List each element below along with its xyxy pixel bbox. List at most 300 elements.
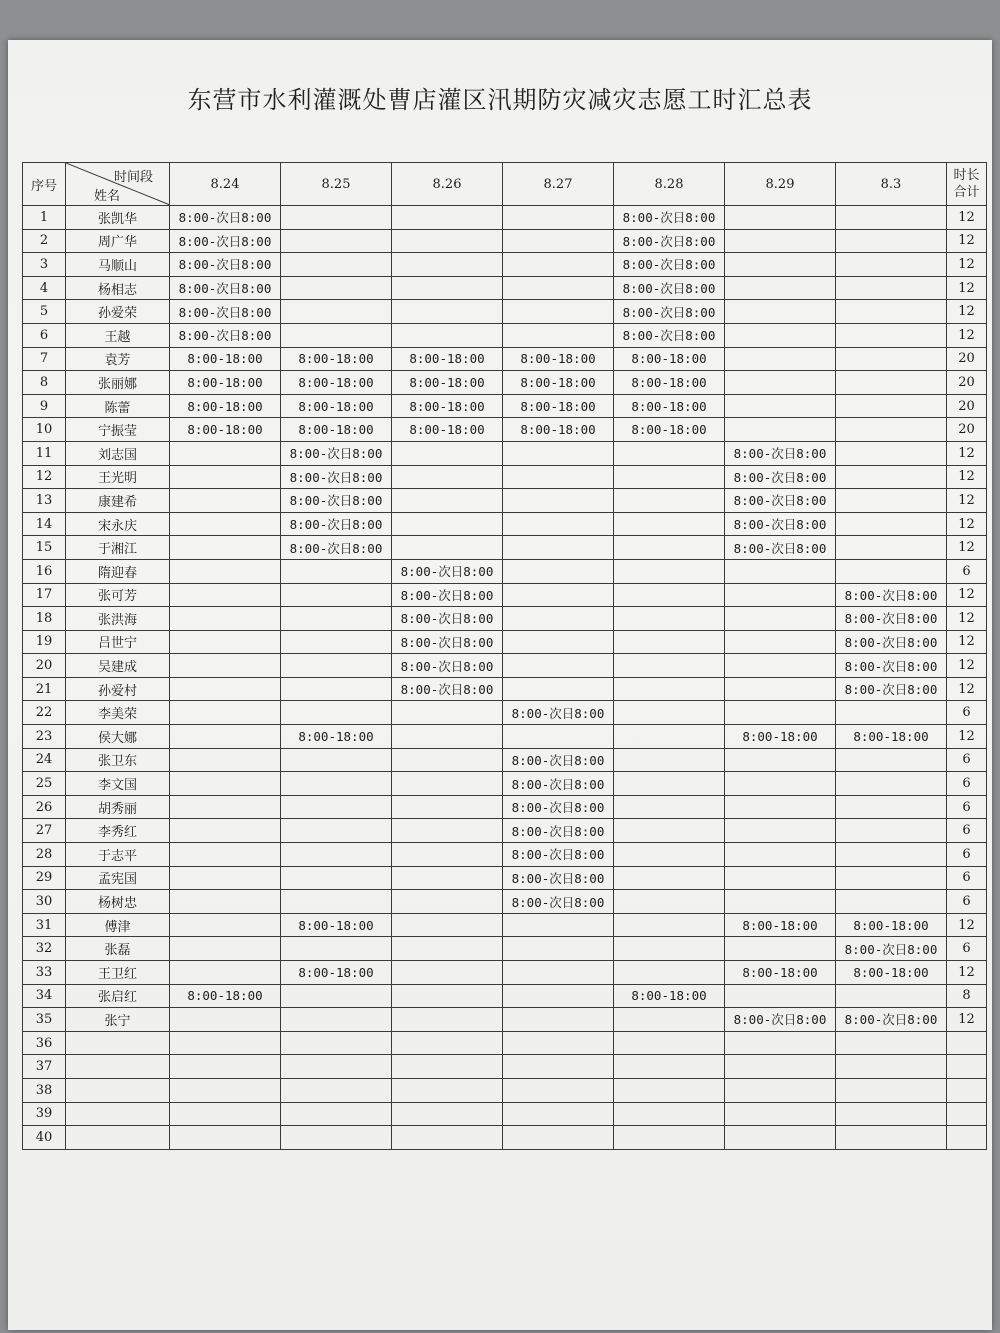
row-time-cell: [725, 866, 836, 890]
row-time-cell: [836, 748, 947, 772]
row-time-cell: 8:00-次日8:00: [503, 843, 614, 867]
row-time-cell: [836, 465, 947, 489]
row-total: 12: [947, 300, 987, 324]
row-time-cell: [281, 1031, 392, 1055]
row-time-cell: 8:00-18:00: [392, 347, 503, 371]
table-row: [23, 323, 987, 347]
row-time-cell: 8:00-次日8:00: [725, 512, 836, 536]
row-time-cell: [725, 890, 836, 914]
row-time-cell: [725, 394, 836, 418]
row-time-cell: [170, 559, 281, 583]
row-name: 陈蕾: [66, 394, 170, 418]
row-time-cell: [836, 229, 947, 253]
row-time-cell: [281, 984, 392, 1008]
row-time-cell: [614, 701, 725, 725]
row-time-cell: [170, 654, 281, 678]
row-time-cell: 8:00-18:00: [614, 394, 725, 418]
row-seq: 10: [23, 418, 66, 442]
table-row: [23, 489, 987, 513]
row-time-cell: [836, 276, 947, 300]
row-time-cell: [725, 772, 836, 796]
row-time-cell: [836, 819, 947, 843]
row-time-cell: 8:00-18:00: [614, 984, 725, 1008]
row-time-cell: [503, 253, 614, 277]
header-seq: 序号: [23, 163, 66, 206]
row-total: 20: [947, 371, 987, 395]
row-time-cell: [725, 253, 836, 277]
table-row: [23, 418, 987, 442]
row-seq: 3: [23, 253, 66, 277]
row-time-cell: [281, 843, 392, 867]
table-row: [23, 276, 987, 300]
row-name: 张丽娜: [66, 371, 170, 395]
row-time-cell: [614, 559, 725, 583]
table-row: [23, 1055, 987, 1079]
row-time-cell: [392, 1078, 503, 1102]
row-time-cell: [836, 772, 947, 796]
row-time-cell: [392, 253, 503, 277]
row-time-cell: [836, 300, 947, 324]
row-total: 6: [947, 890, 987, 914]
row-seq: 36: [23, 1031, 66, 1055]
row-time-cell: 8:00-次日8:00: [836, 630, 947, 654]
row-time-cell: [836, 253, 947, 277]
row-time-cell: 8:00-次日8:00: [281, 512, 392, 536]
row-time-cell: [614, 654, 725, 678]
row-time-cell: [725, 1126, 836, 1150]
row-total: 12: [947, 1008, 987, 1032]
row-time-cell: [392, 866, 503, 890]
row-total: 20: [947, 394, 987, 418]
row-time-cell: [503, 984, 614, 1008]
row-time-cell: 8:00-18:00: [725, 961, 836, 985]
row-time-cell: [503, 512, 614, 536]
row-time-cell: [836, 418, 947, 442]
row-time-cell: 8:00-次日8:00: [170, 229, 281, 253]
row-time-cell: 8:00-次日8:00: [614, 300, 725, 324]
row-time-cell: 8:00-次日8:00: [392, 607, 503, 631]
row-time-cell: [170, 937, 281, 961]
row-time-cell: [281, 253, 392, 277]
row-time-cell: [392, 772, 503, 796]
row-seq: 33: [23, 961, 66, 985]
row-time-cell: [614, 819, 725, 843]
row-time-cell: 8:00-18:00: [614, 418, 725, 442]
row-name: 李美荣: [66, 701, 170, 725]
row-time-cell: [503, 300, 614, 324]
table-row: [23, 630, 987, 654]
row-time-cell: 8:00-18:00: [503, 418, 614, 442]
row-time-cell: 8:00-18:00: [503, 394, 614, 418]
row-time-cell: 8:00-次日8:00: [281, 441, 392, 465]
row-time-cell: [503, 1055, 614, 1079]
row-total: [947, 1031, 987, 1055]
row-time-cell: [725, 607, 836, 631]
row-time-cell: [614, 512, 725, 536]
row-seq: 4: [23, 276, 66, 300]
header-row: [23, 163, 987, 206]
row-seq: 15: [23, 536, 66, 560]
row-time-cell: [614, 536, 725, 560]
table-row: [23, 206, 987, 230]
row-time-cell: [836, 1126, 947, 1150]
row-time-cell: 8:00-次日8:00: [503, 819, 614, 843]
row-time-cell: [836, 347, 947, 371]
row-name: 张洪海: [66, 607, 170, 631]
timesheet-container: [22, 162, 987, 1150]
row-name: 胡秀丽: [66, 795, 170, 819]
header-date-6: 8.29: [725, 163, 836, 206]
row-time-cell: [503, 1126, 614, 1150]
row-name: [66, 1126, 170, 1150]
row-time-cell: 8:00-18:00: [170, 984, 281, 1008]
row-total: 12: [947, 441, 987, 465]
row-name: [66, 1102, 170, 1126]
row-name: 康建希: [66, 489, 170, 513]
row-time-cell: [170, 1102, 281, 1126]
row-time-cell: 8:00-18:00: [392, 394, 503, 418]
row-time-cell: [725, 1055, 836, 1079]
row-time-cell: [392, 725, 503, 749]
table-row: [23, 725, 987, 749]
row-time-cell: [836, 1031, 947, 1055]
row-time-cell: [725, 559, 836, 583]
row-time-cell: 8:00-次日8:00: [281, 536, 392, 560]
row-time-cell: [614, 441, 725, 465]
row-time-cell: 8:00-18:00: [170, 418, 281, 442]
row-time-cell: [503, 1008, 614, 1032]
header-total: [947, 163, 987, 206]
row-time-cell: [281, 748, 392, 772]
row-name: 杨树忠: [66, 890, 170, 914]
row-time-cell: 8:00-次日8:00: [170, 276, 281, 300]
row-time-cell: [281, 206, 392, 230]
row-time-cell: [836, 371, 947, 395]
row-time-cell: [614, 961, 725, 985]
row-time-cell: [503, 229, 614, 253]
row-total: 6: [947, 559, 987, 583]
row-seq: 16: [23, 559, 66, 583]
row-time-cell: [836, 795, 947, 819]
row-time-cell: [725, 819, 836, 843]
row-time-cell: [725, 748, 836, 772]
row-seq: 23: [23, 725, 66, 749]
row-time-cell: [170, 772, 281, 796]
row-total: 6: [947, 843, 987, 867]
header-date-1: 8.24: [170, 163, 281, 206]
row-time-cell: [392, 937, 503, 961]
row-seq: 40: [23, 1126, 66, 1150]
row-seq: 38: [23, 1078, 66, 1102]
row-time-cell: [281, 1126, 392, 1150]
row-time-cell: [836, 701, 947, 725]
table-row: [23, 677, 987, 701]
row-time-cell: [836, 512, 947, 536]
table-row: [23, 1126, 987, 1150]
row-name: 吴建成: [66, 654, 170, 678]
row-time-cell: 8:00-次日8:00: [503, 701, 614, 725]
row-time-cell: 8:00-18:00: [503, 371, 614, 395]
row-name: 袁芳: [66, 347, 170, 371]
row-time-cell: [725, 937, 836, 961]
header-total-bottom: 合计: [953, 185, 980, 200]
row-time-cell: [281, 229, 392, 253]
row-time-cell: 8:00-18:00: [836, 913, 947, 937]
row-total: 12: [947, 607, 987, 631]
row-seq: 7: [23, 347, 66, 371]
row-time-cell: [392, 1031, 503, 1055]
row-time-cell: [281, 772, 392, 796]
row-time-cell: 8:00-次日8:00: [725, 441, 836, 465]
row-time-cell: [614, 843, 725, 867]
table-row: [23, 1102, 987, 1126]
table-row: [23, 347, 987, 371]
row-seq: 26: [23, 795, 66, 819]
row-time-cell: [836, 559, 947, 583]
row-time-cell: [170, 583, 281, 607]
row-seq: 17: [23, 583, 66, 607]
table-row: [23, 394, 987, 418]
row-time-cell: [503, 206, 614, 230]
row-time-cell: [170, 536, 281, 560]
row-time-cell: [392, 701, 503, 725]
table-row: [23, 253, 987, 277]
row-time-cell: [281, 323, 392, 347]
table-row: [23, 795, 987, 819]
row-time-cell: [614, 465, 725, 489]
row-total: 6: [947, 937, 987, 961]
document-title: 东营市水利灌溉处曹店灌区汛期防灾减灾志愿工时汇总表: [187, 86, 813, 114]
row-time-cell: [170, 677, 281, 701]
row-time-cell: [503, 1102, 614, 1126]
row-time-cell: [392, 1055, 503, 1079]
row-time-cell: [836, 890, 947, 914]
row-time-cell: [725, 347, 836, 371]
row-time-cell: [392, 913, 503, 937]
row-time-cell: [614, 772, 725, 796]
row-time-cell: [725, 654, 836, 678]
table-row: [23, 559, 987, 583]
row-seq: 31: [23, 913, 66, 937]
row-time-cell: [503, 323, 614, 347]
row-seq: 37: [23, 1055, 66, 1079]
row-time-cell: [503, 725, 614, 749]
row-time-cell: [170, 961, 281, 985]
row-name: [66, 1078, 170, 1102]
row-time-cell: [725, 984, 836, 1008]
table-row: [23, 512, 987, 536]
row-time-cell: [836, 843, 947, 867]
row-time-cell: [836, 1102, 947, 1126]
volunteer-hours-table: [22, 162, 987, 1150]
row-name: 杨相志: [66, 276, 170, 300]
row-time-cell: [281, 701, 392, 725]
row-time-cell: 8:00-次日8:00: [503, 866, 614, 890]
row-total: 8: [947, 984, 987, 1008]
row-name: 李文国: [66, 772, 170, 796]
table-row: [23, 984, 987, 1008]
row-time-cell: [725, 701, 836, 725]
row-time-cell: [503, 913, 614, 937]
row-time-cell: 8:00-次日8:00: [836, 937, 947, 961]
row-total: [947, 1055, 987, 1079]
row-name: [66, 1031, 170, 1055]
row-total: 12: [947, 489, 987, 513]
row-time-cell: [281, 866, 392, 890]
row-time-cell: [836, 866, 947, 890]
table-row: [23, 607, 987, 631]
row-time-cell: 8:00-次日8:00: [725, 1008, 836, 1032]
row-name: [66, 1055, 170, 1079]
row-seq: 28: [23, 843, 66, 867]
row-time-cell: [392, 229, 503, 253]
row-time-cell: 8:00-18:00: [170, 371, 281, 395]
table-row: [23, 536, 987, 560]
row-time-cell: [503, 630, 614, 654]
header-date-4: 8.27: [503, 163, 614, 206]
row-time-cell: [392, 465, 503, 489]
row-seq: 11: [23, 441, 66, 465]
row-name: 孟宪国: [66, 866, 170, 890]
row-seq: 19: [23, 630, 66, 654]
row-name: 侯大娜: [66, 725, 170, 749]
row-seq: 32: [23, 937, 66, 961]
row-time-cell: [170, 843, 281, 867]
row-time-cell: [392, 1008, 503, 1032]
row-time-cell: 8:00-次日8:00: [392, 559, 503, 583]
row-time-cell: [170, 819, 281, 843]
row-time-cell: [281, 630, 392, 654]
row-time-cell: [503, 536, 614, 560]
table-row: [23, 937, 987, 961]
row-time-cell: [392, 512, 503, 536]
row-time-cell: 8:00-次日8:00: [503, 772, 614, 796]
row-time-cell: [392, 843, 503, 867]
row-name: 张磊: [66, 937, 170, 961]
row-name: 傅津: [66, 913, 170, 937]
header-total-top: 时长: [953, 168, 980, 183]
row-time-cell: 8:00-次日8:00: [725, 465, 836, 489]
row-time-cell: [725, 323, 836, 347]
row-name: 张凯华: [66, 206, 170, 230]
row-time-cell: [725, 583, 836, 607]
header-name: 姓名: [94, 189, 121, 204]
row-time-cell: 8:00-次日8:00: [170, 253, 281, 277]
row-time-cell: [170, 512, 281, 536]
row-time-cell: [170, 607, 281, 631]
row-time-cell: [725, 418, 836, 442]
row-time-cell: [614, 583, 725, 607]
table-row: [23, 961, 987, 985]
row-name: 王卫红: [66, 961, 170, 985]
row-time-cell: [614, 607, 725, 631]
row-time-cell: 8:00-18:00: [614, 371, 725, 395]
row-time-cell: [725, 843, 836, 867]
row-time-cell: [836, 394, 947, 418]
row-time-cell: [392, 300, 503, 324]
row-time-cell: [725, 1078, 836, 1102]
row-time-cell: [281, 607, 392, 631]
row-name: 周广华: [66, 229, 170, 253]
row-time-cell: 8:00-18:00: [725, 725, 836, 749]
header-date-2: 8.25: [281, 163, 392, 206]
row-time-cell: [725, 1102, 836, 1126]
row-time-cell: [170, 890, 281, 914]
row-time-cell: 8:00-次日8:00: [392, 583, 503, 607]
row-time-cell: [836, 206, 947, 230]
table-row: [23, 583, 987, 607]
row-time-cell: 8:00-18:00: [281, 418, 392, 442]
row-time-cell: 8:00-次日8:00: [614, 276, 725, 300]
row-time-cell: [170, 1008, 281, 1032]
row-time-cell: [281, 300, 392, 324]
row-time-cell: [170, 701, 281, 725]
table-row: [23, 229, 987, 253]
table-row: [23, 866, 987, 890]
row-time-cell: [392, 748, 503, 772]
row-time-cell: 8:00-次日8:00: [503, 795, 614, 819]
row-total: 12: [947, 961, 987, 985]
row-time-cell: 8:00-次日8:00: [392, 654, 503, 678]
header-date-3: 8.26: [392, 163, 503, 206]
row-total: [947, 1102, 987, 1126]
row-time-cell: [170, 748, 281, 772]
row-time-cell: [392, 795, 503, 819]
table-row: [23, 1008, 987, 1032]
row-time-cell: [836, 441, 947, 465]
table-row: [23, 1078, 987, 1102]
row-time-cell: 8:00-次日8:00: [725, 489, 836, 513]
row-time-cell: 8:00-次日8:00: [503, 748, 614, 772]
row-total: 12: [947, 913, 987, 937]
row-time-cell: [836, 489, 947, 513]
row-time-cell: [614, 1008, 725, 1032]
row-time-cell: 8:00-次日8:00: [170, 300, 281, 324]
row-time-cell: [725, 630, 836, 654]
row-time-cell: 8:00-次日8:00: [836, 583, 947, 607]
row-time-cell: [503, 583, 614, 607]
row-time-cell: 8:00-次日8:00: [392, 677, 503, 701]
row-time-cell: [170, 1126, 281, 1150]
row-seq: 29: [23, 866, 66, 890]
row-time-cell: 8:00-18:00: [392, 371, 503, 395]
row-total: 20: [947, 347, 987, 371]
row-time-cell: [503, 1078, 614, 1102]
row-name: 张可芳: [66, 583, 170, 607]
row-time-cell: [614, 630, 725, 654]
row-total: 12: [947, 323, 987, 347]
row-time-cell: [614, 1102, 725, 1126]
row-time-cell: [281, 819, 392, 843]
row-time-cell: 8:00-18:00: [614, 347, 725, 371]
row-time-cell: [614, 1031, 725, 1055]
row-seq: 14: [23, 512, 66, 536]
row-time-cell: [614, 795, 725, 819]
row-time-cell: [392, 489, 503, 513]
row-seq: 18: [23, 607, 66, 631]
row-name: 李秀红: [66, 819, 170, 843]
header-period: 时间段: [113, 170, 153, 185]
row-time-cell: [392, 819, 503, 843]
row-seq: 22: [23, 701, 66, 725]
table-row: [23, 748, 987, 772]
header-diagonal-cell: [66, 163, 170, 206]
row-seq: 9: [23, 394, 66, 418]
row-time-cell: [170, 489, 281, 513]
row-time-cell: [281, 1055, 392, 1079]
row-time-cell: [725, 206, 836, 230]
row-name: 孙爱村: [66, 677, 170, 701]
